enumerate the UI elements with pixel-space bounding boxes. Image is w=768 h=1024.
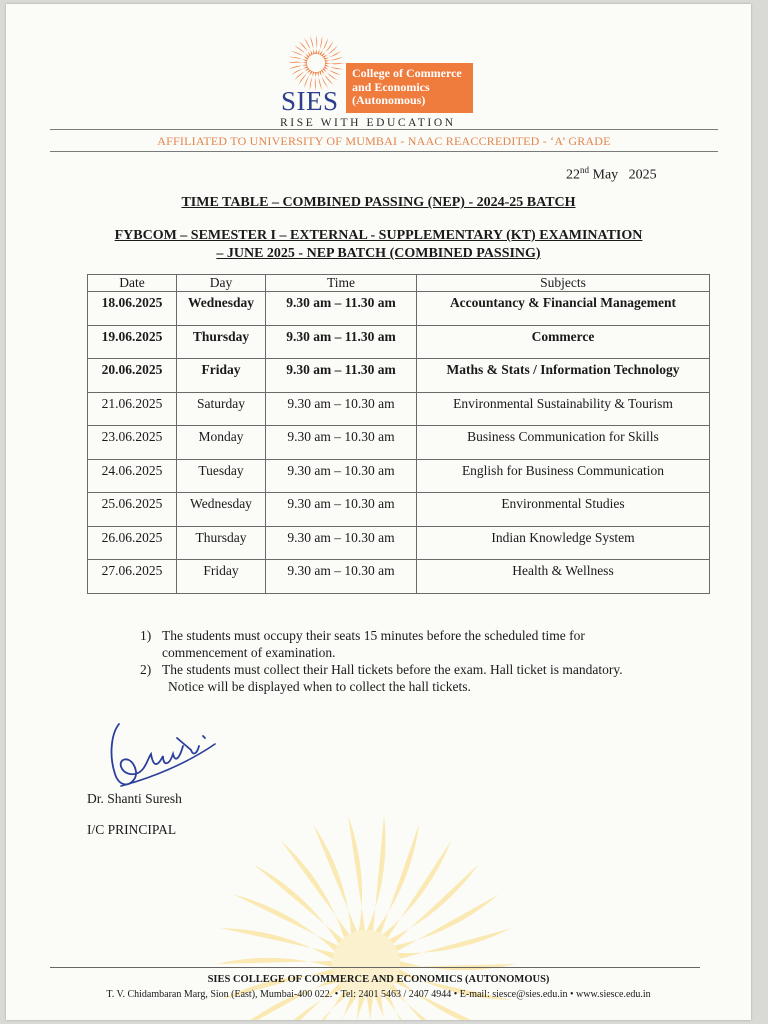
table-body	[88, 292, 710, 594]
sun-logo-icon	[286, 34, 346, 92]
logo-college-box	[346, 63, 473, 113]
cell-day: Wednesday	[177, 292, 266, 326]
instruction-item	[140, 661, 700, 695]
cell-time: 9.30 am – 11.30 am	[266, 359, 417, 393]
logo-box-line: College of Commerce	[352, 66, 462, 80]
cell-subject: Accountancy & Financial Management	[417, 292, 710, 326]
cell-date: 21.06.2025	[88, 392, 177, 426]
table-row	[88, 426, 710, 460]
cell-date: 20.06.2025	[88, 359, 177, 393]
college-logo	[276, 34, 486, 134]
table-row	[88, 459, 710, 493]
date-suffix: nd	[580, 165, 589, 175]
cell-day: Friday	[177, 560, 266, 594]
cell-time: 9.30 am – 10.30 am	[266, 426, 417, 460]
signature-icon	[101, 716, 231, 796]
signer-name: Dr. Shanti Suresh	[87, 791, 182, 806]
cell-date: 23.06.2025	[88, 426, 177, 460]
cell-subject: Commerce	[417, 325, 710, 359]
cell-time: 9.30 am – 10.30 am	[266, 392, 417, 426]
table-row	[88, 392, 710, 426]
date-day: 22	[566, 167, 580, 183]
logo-box-line: and Economics	[352, 79, 430, 94]
timetable-title: TIME TABLE – COMBINED PASSING (NEP) - 2024-25 BATCH	[181, 195, 576, 210]
cell-day: Friday	[177, 359, 266, 393]
logo-box-line: (Autonomous)	[352, 93, 426, 107]
table-row	[88, 526, 710, 560]
instruction-line: The students must collect their Hall tickets before the exam. Hall ticket is mandatory.	[162, 662, 623, 677]
instruction-item	[140, 627, 700, 661]
cell-date: 26.06.2025	[88, 526, 177, 560]
document-page	[6, 4, 751, 1020]
cell-day: Saturday	[177, 392, 266, 426]
instruction-line: Notice will be displayed when to collect the hall tickets.	[168, 679, 471, 694]
date-rest: May 2025	[589, 167, 657, 183]
instruction-number: 1)	[140, 628, 152, 643]
logo-tagline: RISE WITH EDUCATION	[280, 117, 456, 129]
cell-time: 9.30 am – 11.30 am	[266, 325, 417, 359]
signer-role: I/C PRINCIPAL	[87, 822, 177, 837]
exam-title	[6, 227, 751, 263]
exam-title-line: – JUNE 2025 - NEP BATCH (COMBINED PASSING)	[216, 246, 541, 261]
instruction-line: commencement of examination.	[162, 645, 336, 660]
affiliation-text: AFFILIATED TO UNIVERSITY OF MUMBAI - NAAC REACCREDITED - ‘A’ GRADE	[157, 134, 611, 148]
footer-divider	[50, 967, 700, 968]
cell-subject: Health & Wellness	[417, 560, 710, 594]
document-date	[566, 165, 657, 184]
table-row	[88, 359, 710, 393]
cell-subject: English for Business Communication	[417, 459, 710, 493]
instruction-number: 2)	[140, 662, 152, 677]
cell-time: 9.30 am – 11.30 am	[266, 292, 417, 326]
cell-date: 18.06.2025	[88, 292, 177, 326]
cell-day: Monday	[177, 426, 266, 460]
header-subjects: Subjects	[417, 275, 710, 292]
cell-day: Thursday	[177, 526, 266, 560]
cell-time: 9.30 am – 10.30 am	[266, 459, 417, 493]
cell-date: 24.06.2025	[88, 459, 177, 493]
cell-time: 9.30 am – 10.30 am	[266, 493, 417, 527]
table-row	[88, 493, 710, 527]
header-time: Time	[266, 275, 417, 292]
cell-day: Thursday	[177, 325, 266, 359]
cell-date: 19.06.2025	[88, 325, 177, 359]
table-row	[88, 325, 710, 359]
cell-subject: Maths & Stats / Information Technology	[417, 359, 710, 393]
cell-subject: Business Communication for Skills	[417, 426, 710, 460]
table-header-row	[88, 275, 710, 292]
cell-day: Wednesday	[177, 493, 266, 527]
cell-subject: Indian Knowledge System	[417, 526, 710, 560]
divider-top	[50, 129, 718, 130]
footer-address: T. V. Chidambaran Marg, Sion (East), Mumbai-400 022. • Tel: 2401 5463 / 2407 4944 • E-mail: siesce@sies.edu.in • www.siesce.edu.in	[106, 989, 651, 1000]
cell-subject: Environmental Sustainability & Tourism	[417, 392, 710, 426]
instruction-line: The students must occupy their seats 15 minutes before the scheduled time for	[162, 628, 585, 643]
cell-date: 25.06.2025	[88, 493, 177, 527]
table-row	[88, 560, 710, 594]
cell-day: Tuesday	[177, 459, 266, 493]
header-day: Day	[177, 275, 266, 292]
logo-sies-text: SIES	[281, 86, 339, 116]
cell-time: 9.30 am – 10.30 am	[266, 560, 417, 594]
footer-college-name: SIES COLLEGE OF COMMERCE AND ECONOMICS (AUTONOMOUS)	[207, 974, 550, 985]
table-row	[88, 292, 710, 326]
instructions	[140, 627, 700, 695]
cell-time: 9.30 am – 10.30 am	[266, 526, 417, 560]
header-date: Date	[88, 275, 177, 292]
divider-bottom	[50, 151, 718, 152]
cell-subject: Environmental Studies	[417, 493, 710, 527]
cell-date: 27.06.2025	[88, 560, 177, 594]
exam-title-line: FYBCOM – SEMESTER I – EXTERNAL - SUPPLEMENTARY (KT) EXAMINATION	[114, 228, 643, 243]
exam-timetable	[87, 274, 710, 594]
